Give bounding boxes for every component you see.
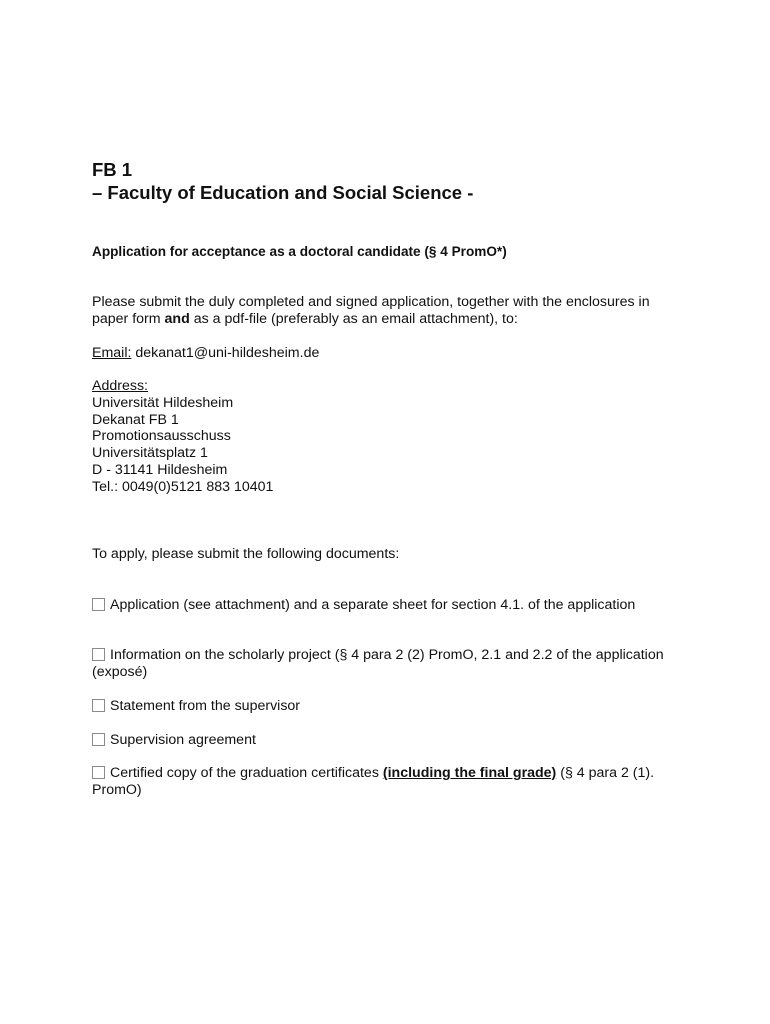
- faculty-heading: [92, 158, 473, 204]
- address-line: Promotionsausschuss: [92, 428, 231, 445]
- checkbox[interactable]: [92, 648, 105, 661]
- postal-address: [92, 378, 273, 496]
- instructions-text-a: Please submit the duly completed and signed application, together with the enclosures in paper form: [92, 294, 650, 327]
- address-line: D - 31141 Hildesheim: [92, 461, 228, 478]
- email-line: [92, 345, 319, 362]
- submission-instructions: [92, 294, 682, 328]
- faculty-name: – Faculty of Education and Social Science -: [92, 182, 474, 203]
- checklist-item-certificates: [92, 765, 680, 799]
- checklist-item-application: [92, 597, 680, 614]
- checkbox[interactable]: [92, 699, 105, 712]
- checkbox[interactable]: [92, 733, 105, 746]
- checklist-item-supervisor-statement: [92, 698, 680, 715]
- email-address[interactable]: dekanat1@uni-hildesheim.de: [131, 345, 320, 361]
- documents-intro: To apply, please submit the following documents:: [92, 546, 400, 562]
- address-line: Universität Hildesheim: [92, 394, 234, 411]
- checklist-item-label: Information on the scholarly project (§ 4 para 2 (2) PromO, 2.1 and 2.2 of the application (exposé): [92, 647, 664, 680]
- email-label: Email:: [92, 345, 132, 361]
- checkbox[interactable]: [92, 766, 105, 779]
- checklist-item-label: Statement from the supervisor: [110, 698, 301, 714]
- checklist-item-supervision-agreement: [92, 732, 680, 749]
- instructions-text-b: as a pdf-file (preferably as an email attachment), to:: [189, 310, 518, 327]
- checklist-item-label-a: Certified copy of the graduation certificates: [110, 765, 383, 781]
- checklist-item-label-b: (§ 4 para 2 (1). PromO): [92, 765, 655, 798]
- address-phone: Tel.: 0049(0)5121 883 10401: [92, 478, 274, 495]
- final-grade-emphasis: (including the final grade): [382, 765, 557, 781]
- address-label: Address:: [92, 378, 148, 394]
- checklist-item-expose: [92, 647, 680, 681]
- application-title: Application for acceptance as a doctoral candidate (§ 4 PromO*): [92, 244, 507, 259]
- checklist-item-label: Supervision agreement: [110, 732, 256, 748]
- instructions-bold-and: and: [164, 310, 190, 327]
- address-line: Dekanat FB 1: [92, 411, 179, 428]
- faculty-code: FB 1: [92, 159, 133, 180]
- checkbox[interactable]: [92, 598, 105, 611]
- checklist-item-label: Application (see attachment) and a separate sheet for section 4.1. of the application: [110, 597, 636, 613]
- address-line: Universitätsplatz 1: [92, 445, 208, 462]
